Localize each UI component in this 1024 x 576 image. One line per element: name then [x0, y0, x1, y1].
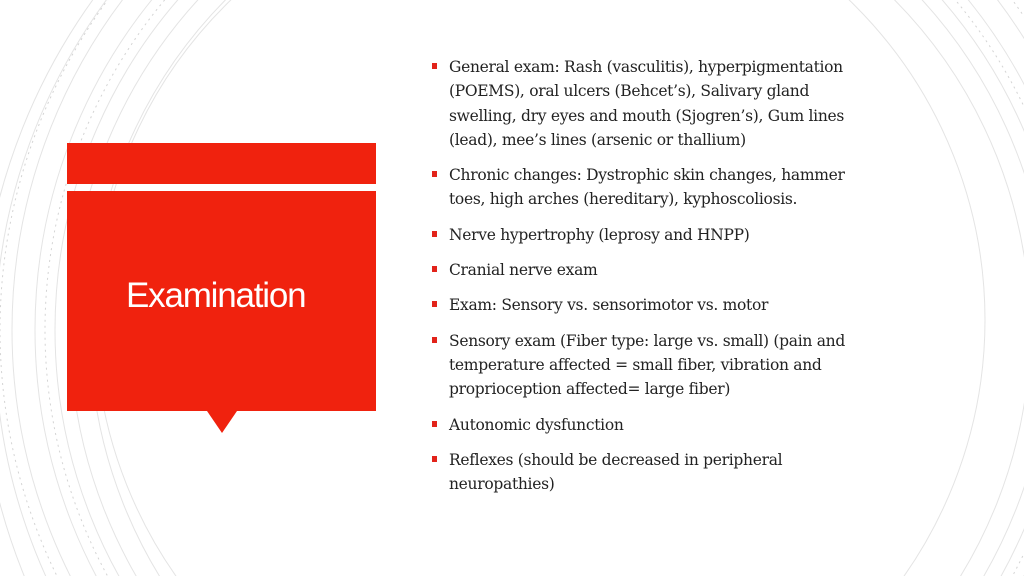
bullet-text: Reflexes (should be decreased in peripheral neuropathies)	[449, 450, 783, 494]
bullet-square-icon	[432, 231, 437, 237]
bullet-square-icon	[432, 421, 437, 427]
bullet-item	[432, 293, 862, 317]
bullet-text: Nerve hypertrophy (leprosy and HNPP)	[449, 225, 750, 244]
bullet-text: Chronic changes: Dystrophic skin changes, hammer toes, high arches (hereditary), kyphoscoliosis.	[449, 166, 845, 209]
bullet-item	[432, 413, 862, 437]
bullet-text: Autonomic dysfunction	[449, 415, 624, 434]
slide-title: Examination	[126, 276, 306, 315]
bullet-square-icon	[432, 266, 437, 272]
bullet-list	[432, 55, 862, 507]
bullet-square-icon	[432, 63, 437, 69]
bullet-square-icon	[432, 456, 437, 462]
accent-bar	[67, 143, 376, 184]
bullet-item	[432, 329, 862, 402]
bullet-text: Cranial nerve exam	[449, 261, 598, 280]
bullet-square-icon	[432, 301, 437, 307]
bullet-square-icon	[432, 171, 437, 177]
bullet-item	[432, 448, 862, 497]
bullet-text: Exam: Sensory vs. sensorimotor vs. motor	[449, 296, 769, 315]
bullet-item	[432, 163, 862, 212]
bullet-item	[432, 258, 862, 282]
bullet-text: General exam: Rash (vasculitis), hyperpigmentation (POEMS), oral ulcers (Behcet’s), Salivary gland swelling, dry eyes and mouth (Sjogren’s), Gum lines (lead), mee’s lines (arsenic or thallium)	[449, 58, 845, 149]
bullet-square-icon	[432, 337, 437, 343]
bullet-text: Sensory exam (Fiber type: large vs. small) (pain and temperature affected = small fiber, vibration and proprioception affected= large fiber)	[449, 331, 845, 399]
bullet-item	[432, 55, 862, 152]
bullet-item	[432, 223, 862, 247]
title-pointer	[207, 411, 237, 433]
